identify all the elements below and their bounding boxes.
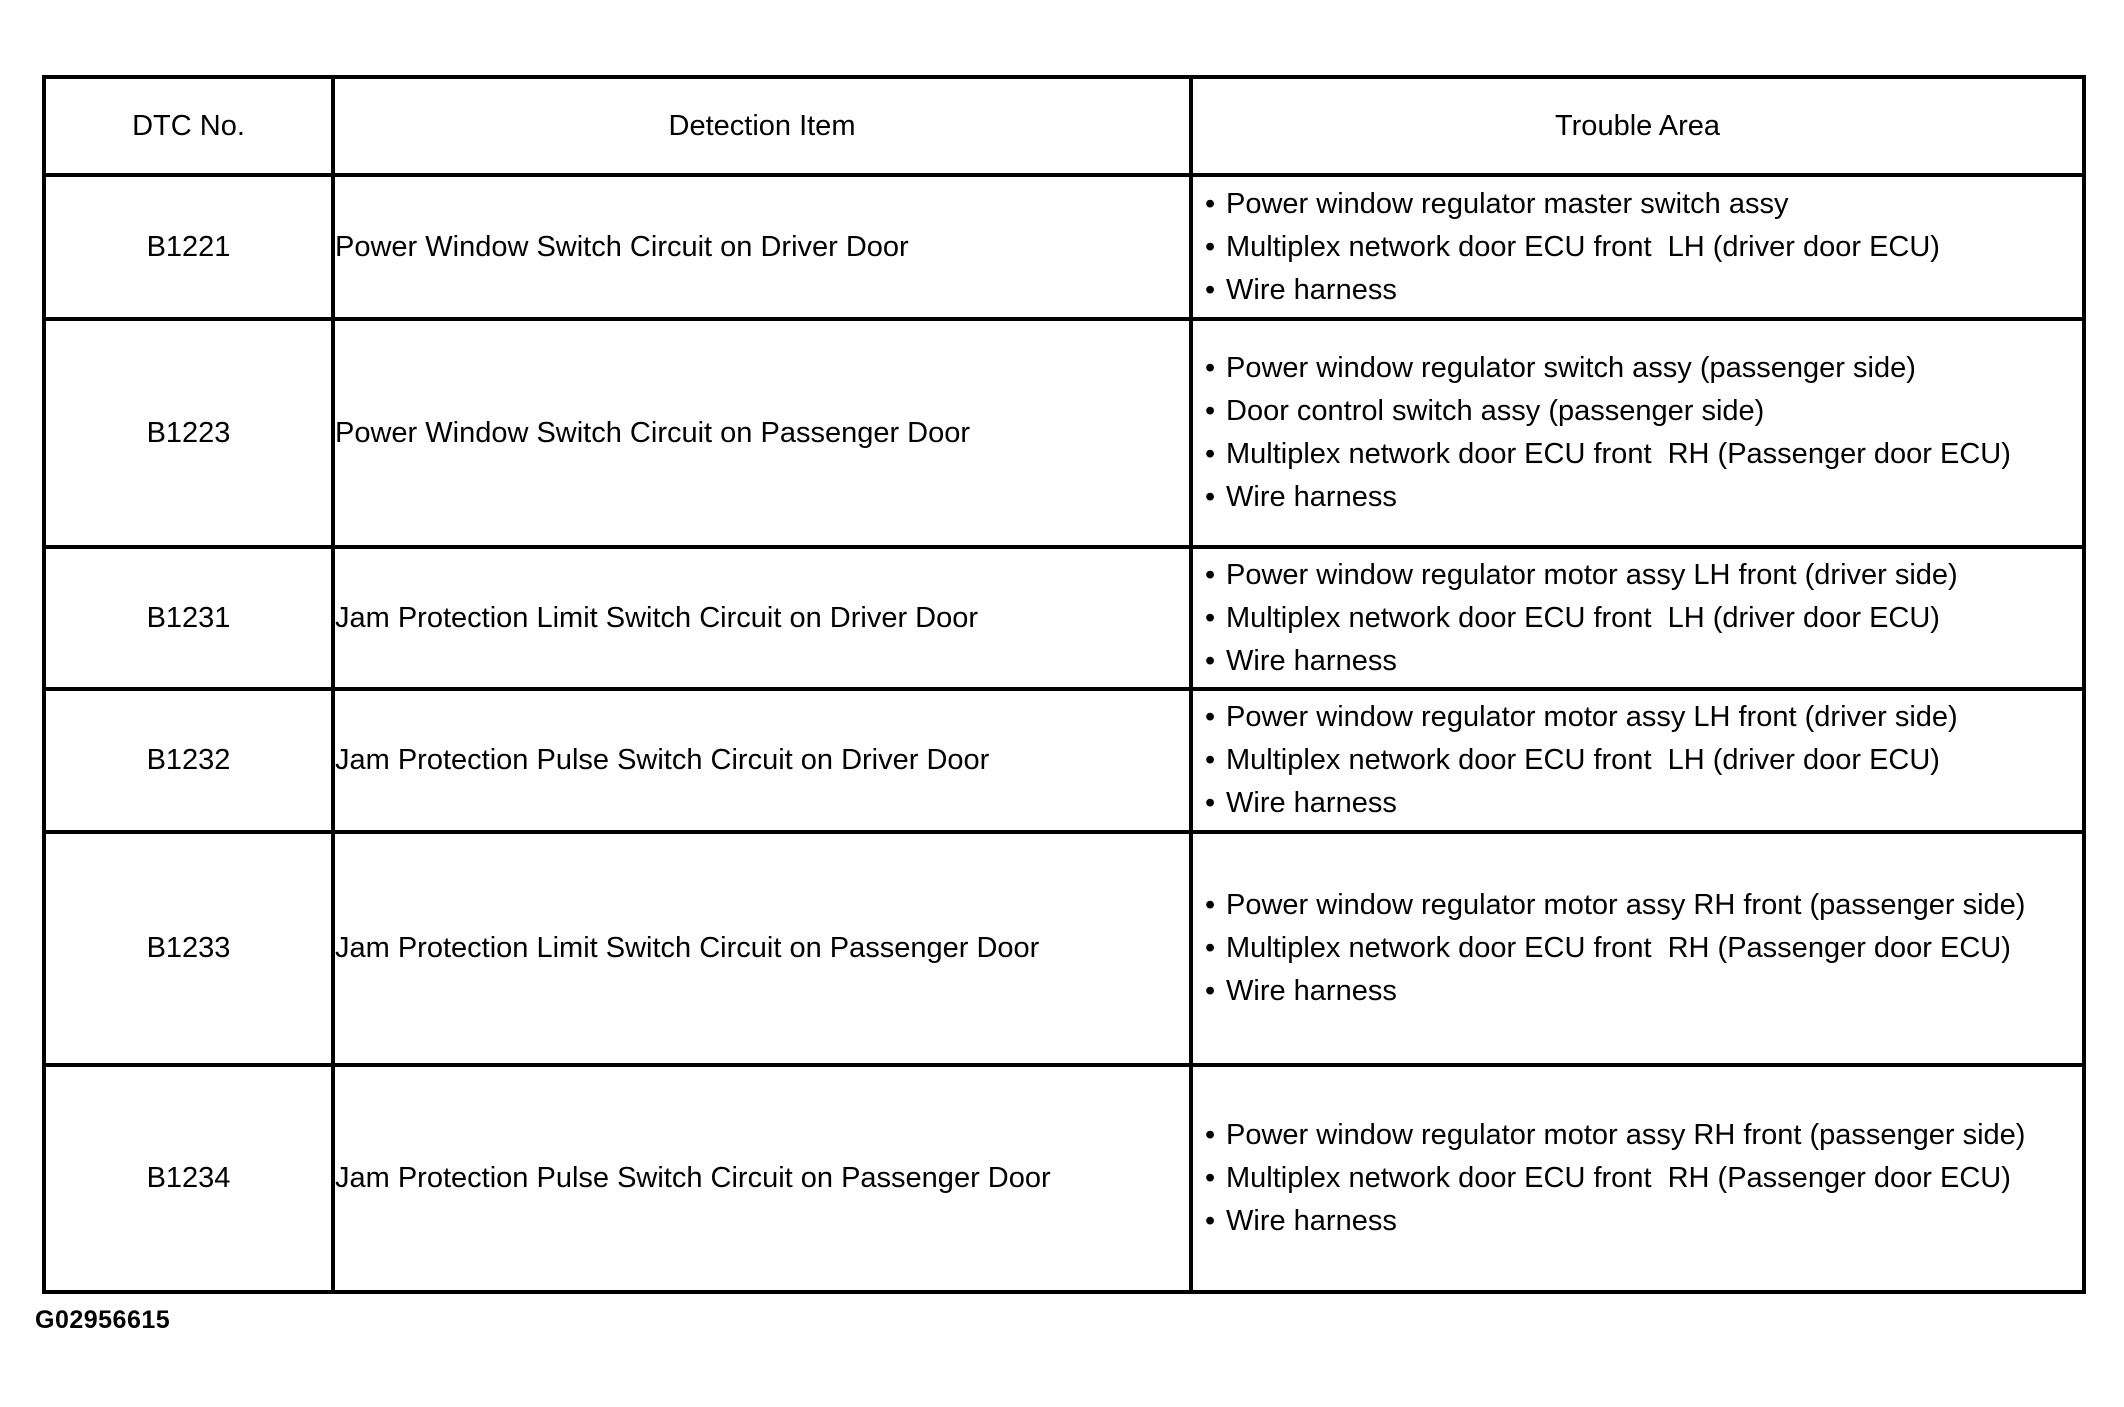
trouble-item: • Wire harness — [1205, 782, 2072, 825]
dtc-code: B1232 — [44, 689, 333, 832]
trouble-list — [1193, 179, 2082, 316]
dtc-code: B1234 — [44, 1065, 333, 1292]
trouble-list — [1193, 550, 2082, 687]
trouble-list — [1193, 692, 2082, 829]
trouble-area — [1191, 832, 2084, 1065]
figure-id: G02956615 — [35, 1306, 171, 1334]
detection-item: Jam Protection Limit Switch Circuit on Passenger Door — [333, 832, 1191, 1065]
trouble-area — [1191, 689, 2084, 832]
dtc-code: B1223 — [44, 319, 333, 547]
trouble-item: • Power window regulator motor assy LH front (driver side) — [1205, 554, 2072, 597]
trouble-item: • Wire harness — [1205, 640, 2072, 683]
detection-item: Jam Protection Limit Switch Circuit on Driver Door — [333, 547, 1191, 689]
detection-item: Power Window Switch Circuit on Passenger Door — [333, 319, 1191, 547]
trouble-area — [1191, 1065, 2084, 1292]
dtc-code: B1221 — [44, 175, 333, 319]
trouble-item: • Wire harness — [1205, 476, 2072, 519]
trouble-item: • Power window regulator motor assy RH front (passenger side) — [1205, 1114, 2072, 1157]
dtc-row — [44, 689, 2084, 832]
trouble-item: • Multiplex network door ECU front RH (Passenger door ECU) — [1205, 433, 2072, 476]
trouble-item: • Wire harness — [1205, 1200, 2072, 1243]
header-row — [44, 77, 2084, 175]
dtc-table — [42, 75, 2086, 1294]
dtc-row — [44, 1065, 2084, 1292]
dtc-code: B1231 — [44, 547, 333, 689]
col-header-dtc-no: DTC No. — [44, 77, 333, 175]
dtc-row — [44, 547, 2084, 689]
trouble-list — [1193, 343, 2082, 523]
detection-item: Jam Protection Pulse Switch Circuit on Passenger Door — [333, 1065, 1191, 1292]
trouble-area — [1191, 547, 2084, 689]
dtc-code: B1233 — [44, 832, 333, 1065]
trouble-item: • Power window regulator motor assy LH front (driver side) — [1205, 696, 2072, 739]
trouble-item: • Wire harness — [1205, 269, 2072, 312]
detection-item: Power Window Switch Circuit on Driver Door — [333, 175, 1191, 319]
trouble-item: • Power window regulator master switch assy — [1205, 183, 2072, 226]
trouble-item: • Power window regulator switch assy (passenger side) — [1205, 347, 2072, 390]
trouble-item: • Wire harness — [1205, 970, 2072, 1013]
trouble-item: • Door control switch assy (passenger side) — [1205, 390, 2072, 433]
dtc-row — [44, 319, 2084, 547]
trouble-area — [1191, 319, 2084, 547]
trouble-item: • Multiplex network door ECU front RH (Passenger door ECU) — [1205, 1157, 2072, 1200]
trouble-list — [1193, 1110, 2082, 1247]
trouble-item: • Power window regulator motor assy RH front (passenger side) — [1205, 884, 2072, 927]
trouble-list — [1193, 880, 2082, 1017]
trouble-item: • Multiplex network door ECU front LH (driver door ECU) — [1205, 739, 2072, 782]
trouble-item: • Multiplex network door ECU front RH (Passenger door ECU) — [1205, 927, 2072, 970]
trouble-item: • Multiplex network door ECU front LH (driver door ECU) — [1205, 597, 2072, 640]
dtc-table-body — [44, 175, 2084, 1292]
col-header-trouble-area: Trouble Area — [1191, 77, 2084, 175]
col-header-detection-item: Detection Item — [333, 77, 1191, 175]
dtc-row — [44, 832, 2084, 1065]
detection-item: Jam Protection Pulse Switch Circuit on Driver Door — [333, 689, 1191, 832]
trouble-item: • Multiplex network door ECU front LH (driver door ECU) — [1205, 226, 2072, 269]
dtc-row — [44, 175, 2084, 319]
trouble-area — [1191, 175, 2084, 319]
